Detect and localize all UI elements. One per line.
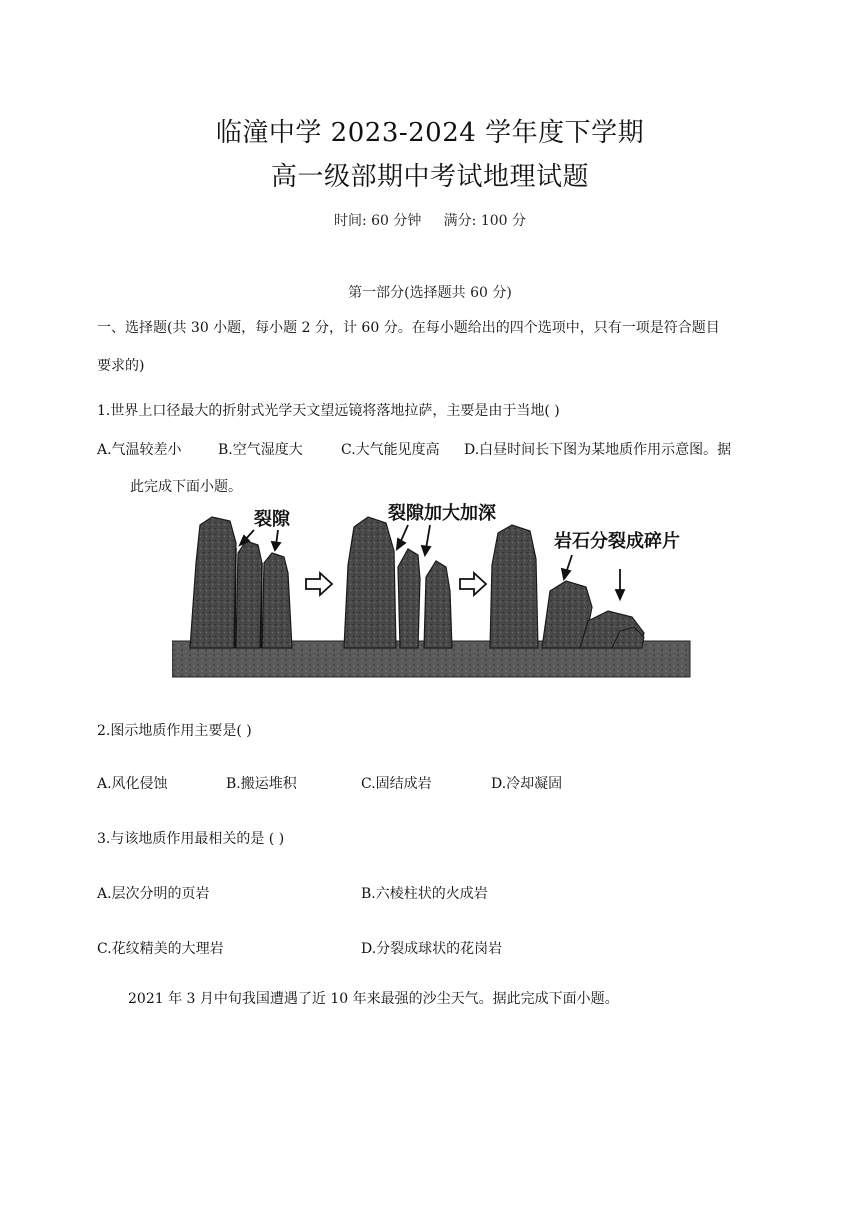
question-3-option-a: A.层次分明的页岩 [97, 886, 210, 902]
question-1-option-a: A.气温较差小 [97, 442, 182, 458]
weathering-diagram [172, 503, 692, 683]
exam-title-line1: 临潼中学 2023-2024 学年度下学期 [215, 118, 645, 148]
part-title: 第一部分(选择题共 60 分) [348, 285, 512, 301]
question-2-stem: 2.图示地质作用主要是( ) [97, 723, 252, 739]
label-rock-fragments: 岩石分裂成碎片 [554, 531, 680, 552]
label-crack-widening: 裂隙加大加深 [388, 503, 496, 524]
question-1-stem: 1.世界上口径最大的折射式光学天文望远镜将落地拉萨，主要是由于当地( ) [97, 403, 560, 419]
label-crack: 裂隙 [254, 509, 290, 530]
hollow-right-arrow-icon [306, 573, 332, 595]
stage-2-rock [344, 517, 452, 648]
question-2-option-a: A.风化侵蚀 [97, 776, 168, 792]
sandstorm-passage: 2021 年 3 月中旬我国遭遇了近 10 年来最强的沙尘天气。据此完成下面小题。 [128, 991, 619, 1007]
question-1-option-c: C.大气能见度高 [341, 442, 440, 458]
question-2-option-b: B.搬运堆积 [226, 776, 297, 792]
question-1-option-b: B.空气湿度大 [218, 442, 303, 458]
hollow-right-arrow-icon [460, 573, 486, 595]
question-3-option-b: B.六棱柱状的火成岩 [361, 886, 488, 902]
question-2-option-d: D.冷却凝固 [491, 776, 563, 792]
instructions-line2: 要求的) [97, 358, 145, 374]
question-1-option-d: D.白昼时间长下图为某地质作用示意图。据 [464, 442, 732, 458]
stage-2-pointer-arrows [397, 525, 430, 555]
figure-intro-continuation: 此完成下面小题。 [130, 479, 242, 495]
question-3-option-d: D.分裂成球状的花岗岩 [361, 941, 503, 957]
instructions-line1: 一、选择题(共 30 小题，每小题 2 分，计 60 分。在每小题给出的四个选项中，只有一项是符合题目 [97, 320, 720, 336]
exam-title-line2: 高一级部期中考试地理试题 [270, 162, 589, 192]
question-3-option-c: C.花纹精美的大理岩 [97, 941, 224, 957]
exam-info: 时间: 60 分钟 满分: 100 分 [333, 213, 527, 229]
question-2-option-c: C.固结成岩 [361, 776, 432, 792]
question-3-stem: 3.与该地质作用最相关的是 ( ) [97, 831, 285, 847]
